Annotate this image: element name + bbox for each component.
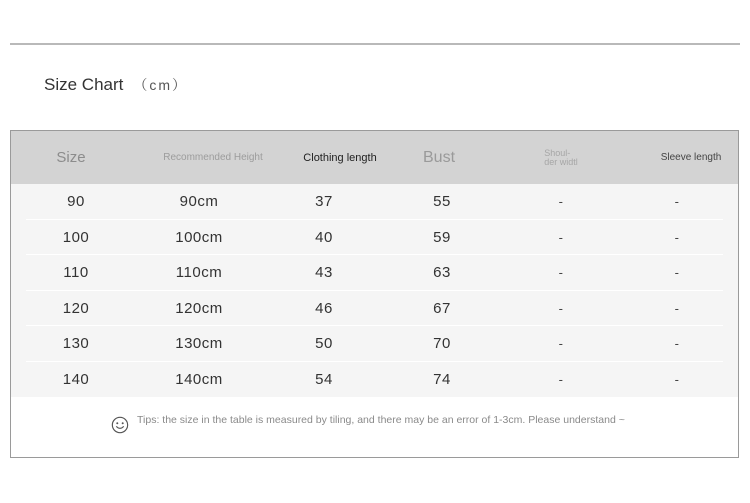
cell-length: 40 xyxy=(315,228,333,246)
cell-shoulder: - xyxy=(558,371,564,387)
page-title: Size Chart xyxy=(44,75,124,94)
table-row xyxy=(11,255,738,291)
cell-sleeve: - xyxy=(674,300,680,316)
table-row xyxy=(11,184,738,220)
cell-bust: 70 xyxy=(433,335,451,353)
cell-sleeve: - xyxy=(674,371,680,387)
top-divider xyxy=(10,43,740,45)
cell-height: 90cm xyxy=(179,193,219,211)
tips-note xyxy=(111,414,647,434)
size-chart-heading xyxy=(44,75,188,95)
unit-label: （cm） xyxy=(133,77,189,93)
cell-shoulder: - xyxy=(558,336,564,352)
table-row xyxy=(11,326,738,362)
tips-text: Tips: the size in the table is measured by tiling, and there may be an error of 1-3cm. Please understand ~ xyxy=(137,414,625,426)
cell-size: 120 xyxy=(62,299,90,317)
cell-shoulder: - xyxy=(558,265,564,281)
cell-bust: 63 xyxy=(433,264,451,282)
cell-size: 140 xyxy=(62,370,90,388)
table-row xyxy=(11,220,738,256)
cell-length: 54 xyxy=(315,370,333,388)
cell-height: 110cm xyxy=(175,264,223,282)
cell-height: 130cm xyxy=(175,335,223,353)
cell-length: 50 xyxy=(315,335,333,353)
cell-length: 43 xyxy=(315,264,333,282)
header-recommended-height: Recommended Height xyxy=(163,152,263,163)
cell-bust: 55 xyxy=(433,193,451,211)
cell-length: 37 xyxy=(315,193,333,211)
cell-bust: 74 xyxy=(433,370,451,388)
header-bust: Bust xyxy=(422,148,456,166)
table-header xyxy=(11,131,738,184)
table-row xyxy=(11,362,738,398)
smiley-face-icon xyxy=(111,416,129,434)
cell-bust: 59 xyxy=(433,228,451,246)
cell-size: 110 xyxy=(63,264,89,282)
header-shoulder-line1: Shoul- xyxy=(544,147,571,158)
cell-sleeve: - xyxy=(674,265,680,281)
cell-shoulder: - xyxy=(558,229,564,245)
table-body xyxy=(11,184,738,397)
cell-bust: 67 xyxy=(433,299,451,317)
cell-height: 100cm xyxy=(175,228,223,246)
cell-length: 46 xyxy=(315,299,333,317)
cell-size: 90 xyxy=(67,193,85,211)
cell-height: 140cm xyxy=(175,370,223,388)
cell-size: 100 xyxy=(62,228,90,246)
header-clothing-length: Clothing length xyxy=(303,151,377,164)
header-shoulder-line2: der widtl xyxy=(544,156,578,167)
table-row xyxy=(11,291,738,327)
cell-height: 120cm xyxy=(175,299,223,317)
cell-sleeve: - xyxy=(674,336,680,352)
header-shoulder-width xyxy=(544,131,578,184)
cell-sleeve: - xyxy=(674,229,680,245)
cell-size: 130 xyxy=(62,335,90,353)
cell-shoulder: - xyxy=(558,300,564,316)
cell-shoulder: - xyxy=(558,194,564,210)
header-sleeve-length: Sleeve length xyxy=(660,152,722,163)
header-size: Size xyxy=(56,149,86,166)
size-table xyxy=(10,130,739,458)
cell-sleeve: - xyxy=(674,194,680,210)
